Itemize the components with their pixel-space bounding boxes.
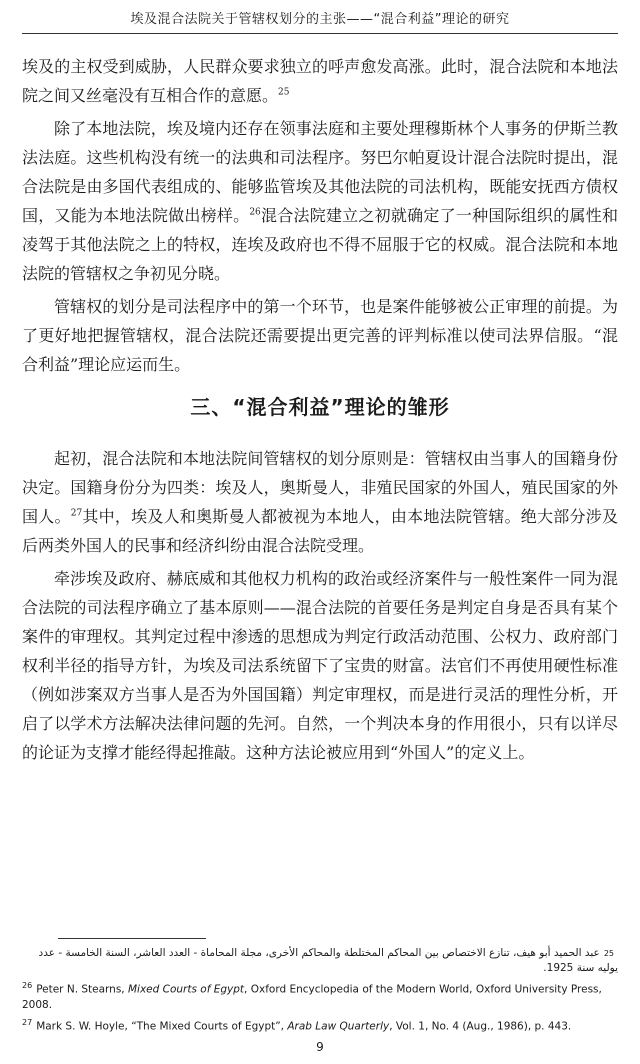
section-title: 三、“混合利益”理论的雏形 bbox=[190, 395, 450, 419]
footnote-ref[interactable]: 26 bbox=[249, 207, 261, 218]
footnotes bbox=[22, 946, 618, 1036]
footnote-number: 27 bbox=[22, 1017, 33, 1027]
footnote-title: Arab Law Quarterly bbox=[287, 1020, 390, 1032]
footnote-27: $^{27}$ Mark S. W. Hoyle, “The Mixed Courts of Egypt”, Arab Law Quarterly, Vol. 1, No. 4 (Aug., 1986), p. 443. bbox=[22, 1017, 572, 1032]
paragraph: 管辖权的划分是司法程序中的第一个环节，也是案件能够被公正审理的前提。为了更好地把握管辖权，混合法院还需要提出更完善的评判标准以使司法界信服。“混合利益”理论应运而生。 bbox=[22, 297, 618, 374]
body-text bbox=[22, 52, 618, 771]
footnote-ref[interactable]: 25 bbox=[278, 87, 290, 98]
paragraph: 埃及的主权受到威胁，人民群众要求独立的呼声愈发高涨。此时，混合法院和本地法院之间又丝毫没有互相合作的意愿。$^{25}$ bbox=[22, 57, 618, 105]
running-header: 埃及混合法院关于管辖权划分的主张——“混合利益”理论的研究 bbox=[22, 8, 618, 34]
paragraph: 起初，混合法院和本地法院间管辖权的划分原则是：管辖权由当事人的国籍身份决定。国籍身份分为四类：埃及人，奥斯曼人，非殖民国家的外国人，殖民国家的外国人。$^{27}$其中，埃及人和奥斯曼人都被视为本地人，由本地法院管辖。绝大部分涉及后两类外国人的民事和经济纠纷由混合法院受理。 bbox=[22, 449, 618, 555]
paragraph: 除了本地法院，埃及境内还存在领事法庭和主要处理穆斯林个人事务的伊斯兰教法法庭。这些机构没有统一的法典和司法程序。努巴尔帕夏设计混合法院时提出，混合法院是由多国代表组成的、能够监管埃及其他法院的司法机构，既能安抚西方债权国，又能为本地法院做出榜样。$^{26}$混合法院建立之初就确定了一种国际组织的属性和凌驾于其他法院之上的特权，连埃及政府也不得不屈服于它的权威。混合法院和本地法院的管辖权之争初见分晓。 bbox=[22, 119, 618, 283]
footnote-number: 25 bbox=[603, 949, 614, 958]
footnote-ref[interactable]: 27 bbox=[70, 508, 83, 519]
footnote-text: عبد الحميد أبو هيف، تنازع الاختصاص بين المحاكم المختلطة والمحاكم الأخرى، مجلة المحاماة - العدد العاشر، السنة الخامسة - عدد يوليه سنة 1925. bbox=[38, 947, 618, 974]
paragraph: 牵涉埃及政府、赫底威和其他权力机构的政治或经济案件与一般性案件一同为混合法院的司法程序确立了基本原则——混合法院的首要任务是判定自身是否具有某个案件的审理权。其判定过程中渗透的思想成为判定行政活动范围、公权力、政府部门权利半径的指导方针，为埃及司法系统留下了宝贵的财富。法官们不再使用硬性标准（例如涉案双方当事人是否为外国国籍）判定审理权，而是进行灵活的理性分析，开启了以学术方法解决法律问题的先河。自然，一个判决本身的作用很小，只有以详尽的论证为支撑才能经得起推敲。这种方法论被应用到“外国人”的定义上。 bbox=[22, 569, 618, 762]
footnote-title: Mixed Courts of Egypt bbox=[127, 983, 245, 996]
footnote-26: $^{26}$ Peter N. Stearns, Mixed Courts of Egypt, Oxford Encyclopedia of the Modern World, Oxford University Press, 2008. bbox=[22, 981, 602, 1011]
page-number: 9 bbox=[316, 1040, 324, 1054]
footnote-divider bbox=[58, 938, 206, 939]
footnote-25 bbox=[22, 946, 618, 976]
footnote-number: 26 bbox=[22, 981, 33, 990]
